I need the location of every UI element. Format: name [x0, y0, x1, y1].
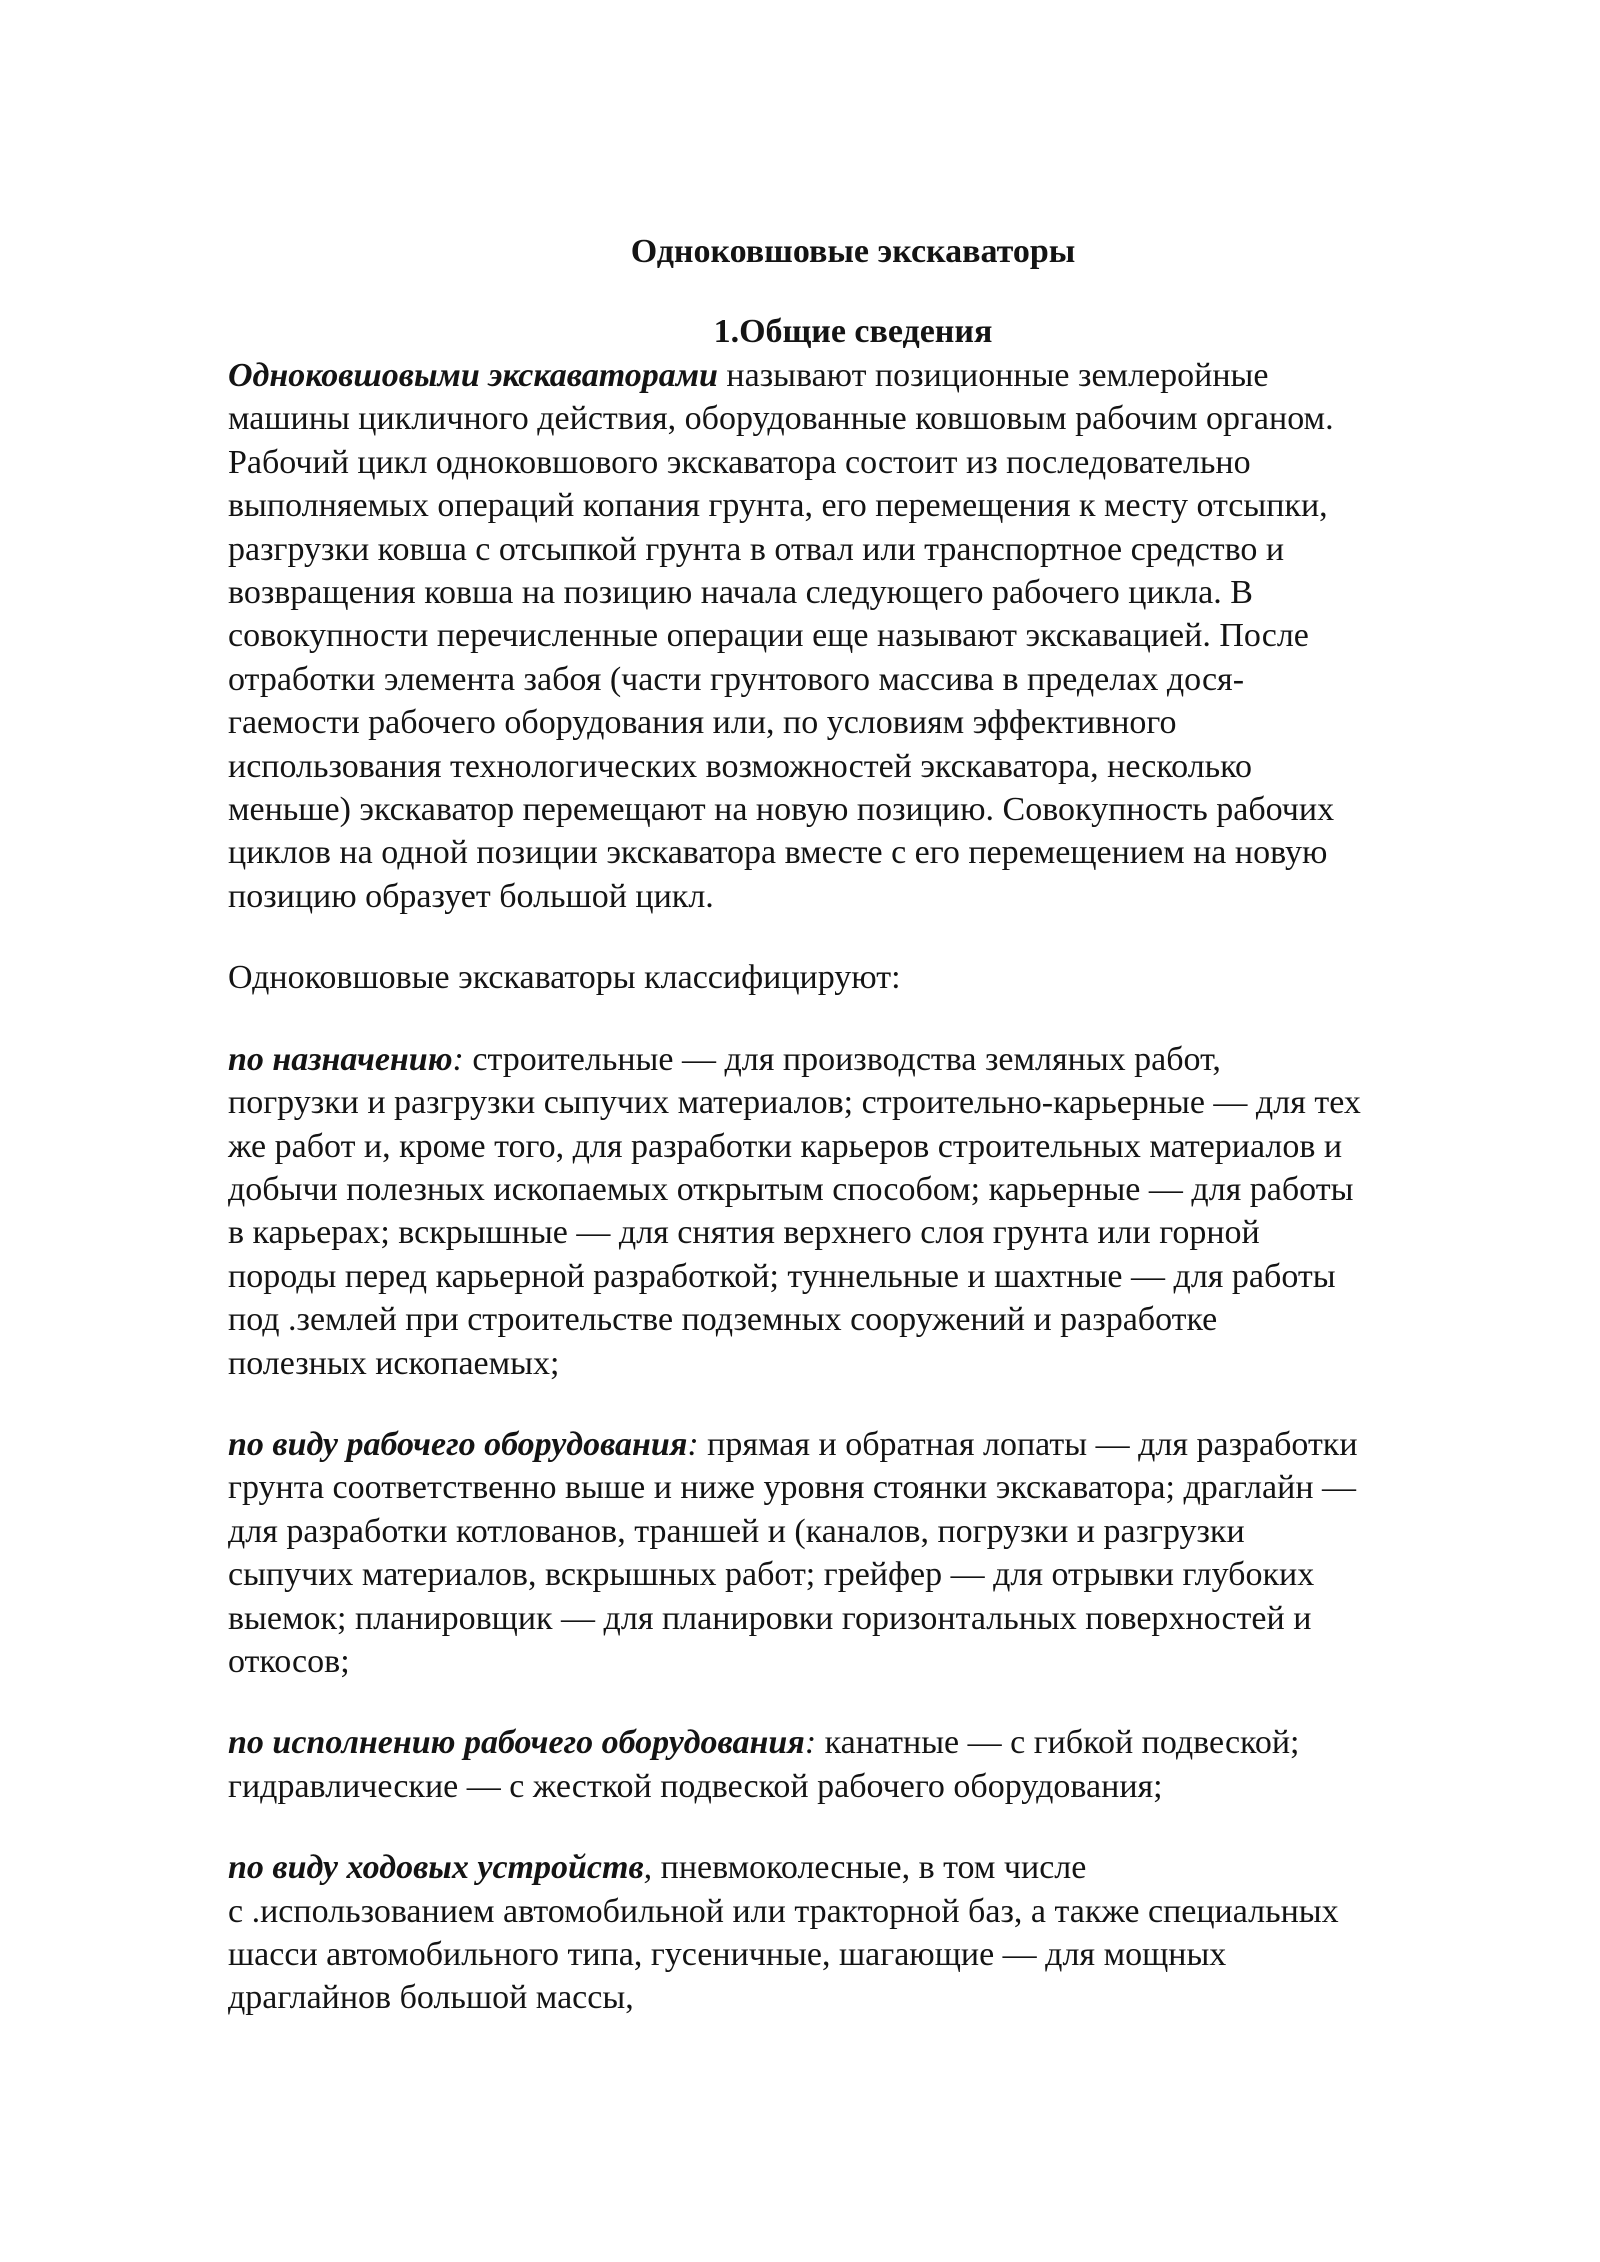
- classification-paragraph: [228, 1721, 1528, 1808]
- classification-text: прямая и обратная лопаты — для разработки грунта соответственно выше и ниже уровня стоянки экскаватора; драглайн — для разработки котлованов, траншей и (каналов, погрузки и разгрузки сыпучих материалов, вскрышных работ; грейфер — для отрывки глубоких выемок; планировщик — для планировки горизонтальных поверхностей и откосов;: [228, 1425, 1358, 1680]
- classification-text: канатные — с гибкой подвеской; гидравлические — с жесткой подвеской рабочего оборудования;: [228, 1724, 1300, 1805]
- classification-punct: :: [804, 1724, 817, 1762]
- classification-term: по исполнению рабочего оборудования: [228, 1724, 805, 1762]
- classification-punct: :: [687, 1425, 699, 1463]
- classification-punct: :: [452, 1040, 464, 1078]
- classification-term: по виду ходовых устройств: [228, 1849, 644, 1887]
- classification-term: по виду рабочего оборудования: [228, 1425, 688, 1463]
- classification-text: пневмоколесные, в том числе с .использованием автомобильной или тракторной баз, а также специальных шасси автомобильного типа, гусеничные, шагающие — для мощных драглайнов большой массы,: [228, 1849, 1339, 2017]
- classification-intro: Одноковшовые экскаваторы классифицируют:: [228, 959, 901, 997]
- section-heading: 1.Общие сведения: [713, 313, 993, 350]
- document-title: Одноковшовые экскаваторы: [630, 233, 1076, 270]
- document-page: [228, 230, 1528, 2020]
- classification-term: по назначению: [228, 1040, 453, 1078]
- classification-paragraph: [228, 1038, 1528, 1385]
- intro-paragraph: [228, 354, 1528, 918]
- classification-paragraph: [228, 1423, 1528, 1683]
- intro-text: называют позиционные землеройные машины цикличного действия, оборудованные ковшовым рабочим органом. Рабочий цикл одноковшового экскаватора состоит из последовательно выполняемых операций копания грунта, его перемещения к месту отсыпки, разгрузки ковша с отсыпкой грунта в отвал или транспортное средство и возвращения ковша на позицию начала следующего рабочего цикла. В совокупности перечисленные операции еще называют экскавацией. После отработки элемента забоя (части грунтового массива в пределах дося- гаемости рабочего оборудования или, по условиям эффективного использования технологических возможностей экскаватора, несколько меньше) экскаватор перемещают на новую позицию. Совокупность рабочих циклов на одной позиции экскаватора вместе с его перемещением на новую позицию образует большой цикл.: [228, 357, 1335, 915]
- classification-text: строительные — для производства земляных работ, погрузки и разгрузки сыпучих материалов; строительно-карьерные — для тех же работ и, кроме того, для разработки карьеров строительных материалов и добычи полезных ископаемых открытым способом; карьерные — для работы в карьерах; вскрышные — для снятия верхнего слоя грунта или горной породы перед карьерной разработкой; туннельные и шахтные — для работы под .землей при строительстве подземных сооружений и разработке полезных ископаемых;: [228, 1040, 1361, 1382]
- classification-paragraph: [228, 1846, 1528, 2020]
- intro-term: Одноковшовыми экскаваторами: [228, 357, 718, 394]
- classification-punct: ,: [643, 1849, 653, 1887]
